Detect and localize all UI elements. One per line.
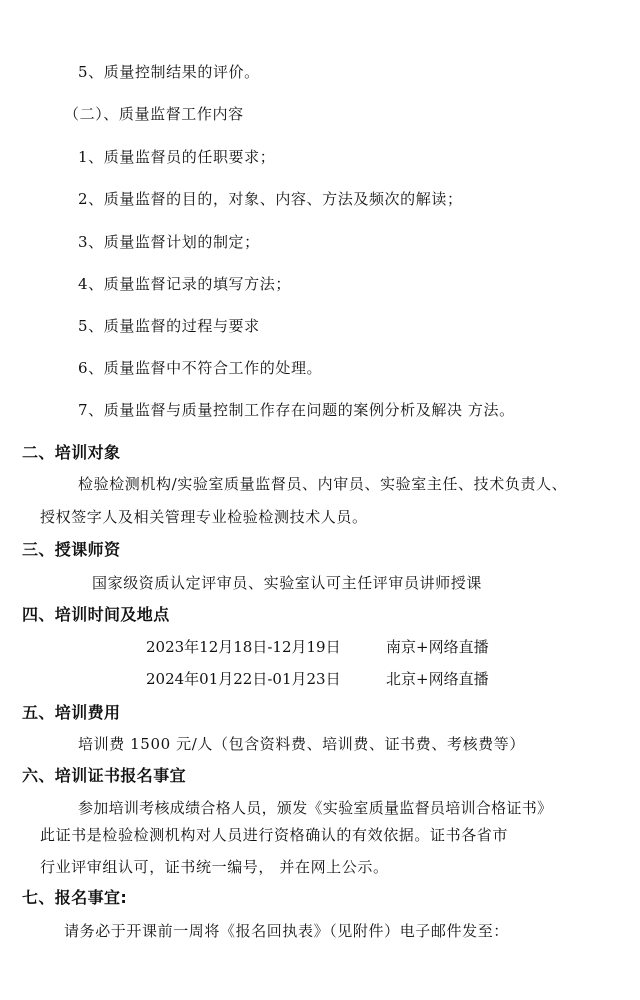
schedule-date: 2024年01月22日-01月23日	[146, 670, 341, 688]
schedule-date: 2023年12月18日-12月19日	[146, 638, 341, 656]
paragraph-line: 此证书是检验检测机构对人员进行资格确认的有效依据。证书各省市	[40, 826, 509, 844]
schedule-row	[146, 637, 489, 657]
paragraph-line: 培训费 1500 元/人（包含资料费、培训费、证书费、考核费等）	[78, 735, 525, 753]
schedule-place: 南京+网络直播	[386, 638, 489, 656]
list-item: 7、质量监督与质量控制工作存在问题的案例分析及解决 方法。	[78, 401, 515, 419]
paragraph-line: 参加培训考核成绩合格人员，颁发《实验室质量监督员培训合格证书》	[78, 799, 553, 817]
section-heading-fees: 五、培训费用	[22, 703, 121, 722]
section-heading-registration: 七、报名事宜:	[22, 888, 128, 907]
list-item: 5、质量监督的过程与要求	[78, 317, 260, 335]
list-item: 3、质量监督计划的制定；	[78, 233, 260, 251]
paragraph-line: 检验检测机构/实验室质量监督员、内审员、实验室主任、技术负责人、	[78, 475, 568, 493]
paragraph-line: 国家级资质认定评审员、实验室认可主任评审员讲师授课	[92, 574, 483, 592]
list-item: 1、质量监督员的任职要求；	[78, 148, 276, 166]
list-item: 4、质量监督记录的填写方法；	[78, 275, 291, 293]
list-item: 6、质量监督中不符合工作的处理。	[78, 359, 323, 377]
paragraph-line: 授权签字人及相关管理专业检验检测技术人员。	[40, 508, 368, 526]
paragraph-line: 请务必于开课前一周将《报名回执表》（见附件）电子邮件发至：	[64, 922, 509, 940]
list-item: 2、质量监督的目的，对象、内容、方法及频次的解读；	[78, 190, 463, 208]
section-heading-certificate: 六、培训证书报名事宜	[22, 766, 187, 785]
section-heading-instructors: 三、授课师资	[22, 540, 121, 559]
section-heading-training-target: 二、培训对象	[22, 443, 121, 462]
section-heading-time-location: 四、培训时间及地点	[22, 605, 170, 624]
paragraph-line: 行业评审组认可，证书统一编号， 并在网上公示。	[40, 858, 389, 876]
subsection-title: （二）、质量监督工作内容	[64, 105, 244, 123]
schedule-row	[146, 669, 489, 689]
schedule-place: 北京+网络直播	[386, 670, 489, 688]
list-item: 5、质量控制结果的评价。	[78, 63, 260, 81]
